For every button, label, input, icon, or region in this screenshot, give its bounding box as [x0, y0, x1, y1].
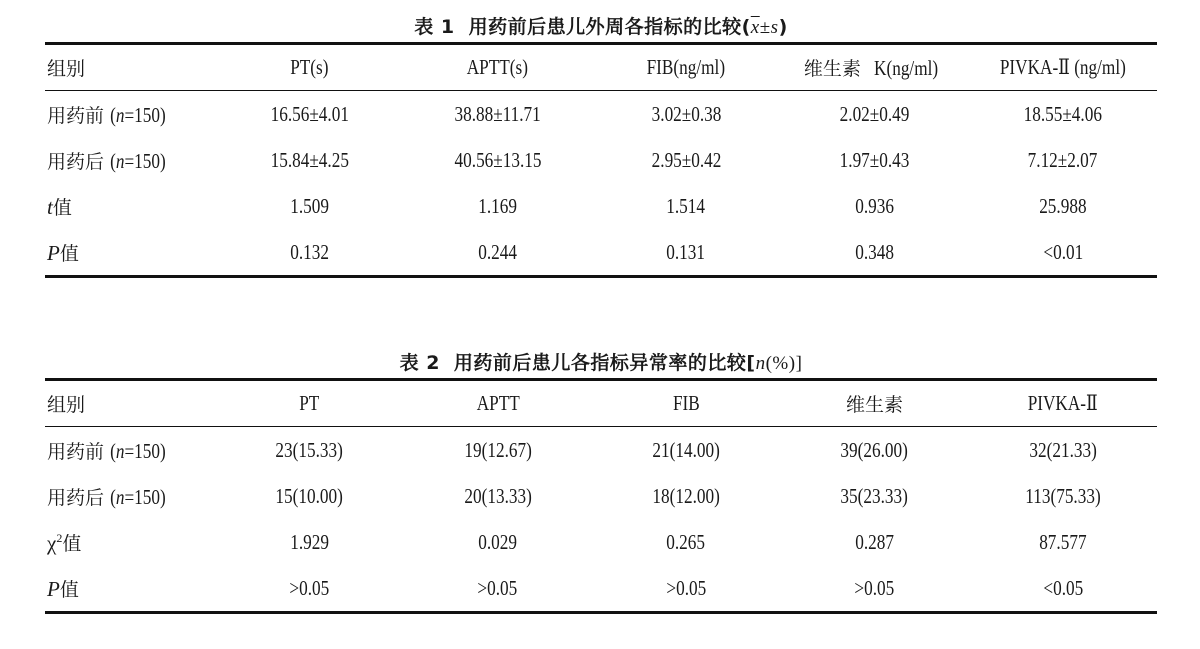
table-2-header-row [45, 380, 1157, 427]
cell-fib: 18(12.00) [652, 483, 720, 508]
cell-pivka: <0.05 [969, 565, 1157, 613]
table-row [45, 519, 1157, 565]
table-row [45, 473, 1157, 519]
row-label: 用药前 (n=150) [47, 438, 166, 463]
cell-aptt: 0.244 [404, 229, 592, 277]
cell-pivka: <0.01 [969, 229, 1157, 277]
table-1-caption [45, 12, 1157, 42]
row-label: 用药后 (n=150) [47, 484, 166, 509]
header-aptt: APTT [404, 380, 592, 427]
header-vitamin: 维生素 [780, 380, 968, 427]
cell-vitamin: 0.287 [855, 529, 894, 554]
table-row [45, 427, 1157, 474]
table-1-header-row [45, 44, 1157, 91]
row-label: P值 [45, 565, 215, 613]
table-1-caption-close: ) [778, 16, 788, 38]
table-2-caption-n: n [755, 353, 766, 374]
cell-vitamin-k: 0.936 [855, 193, 894, 218]
cell-vitamin: 39(26.00) [840, 437, 909, 462]
cell-pivka: 87.577 [1039, 529, 1087, 554]
cell-aptt: 1.169 [478, 193, 518, 218]
header-fib: FIB [592, 380, 780, 427]
cell-pivka: 7.12±2.07 [1027, 147, 1098, 172]
cell-aptt: >0.05 [404, 565, 592, 613]
header-vitamin-k: 维生素 K(ng/ml) [780, 44, 968, 91]
cell-aptt: 19(12.67) [464, 437, 532, 462]
cell-pt: 15(10.00) [275, 483, 344, 508]
row-label: 用药前 (n=150) [47, 102, 166, 127]
row-label: $\chi^2$值 [47, 530, 82, 555]
cell-aptt: 20(13.33) [464, 483, 532, 508]
cell-aptt: 0.029 [478, 529, 518, 554]
cell-fib: >0.05 [592, 565, 780, 613]
table-2 [45, 348, 1157, 614]
cell-vitamin: 35(23.33) [840, 483, 909, 508]
table-row [45, 183, 1157, 229]
cell-vitamin-k: 0.348 [780, 229, 968, 277]
header-pt: PT [215, 380, 403, 427]
cell-pivka: 32(21.33) [1029, 437, 1097, 462]
table-1-grid [45, 42, 1157, 278]
header-fib: FIB(ng/ml) [592, 44, 780, 91]
cell-pivka: 18.55±4.06 [1023, 101, 1102, 126]
header-group: 组别 [45, 380, 215, 427]
table-1-caption-s: s [770, 17, 779, 38]
row-label: P值 [45, 229, 215, 277]
table-row [45, 565, 1157, 613]
cell-pt: 0.132 [215, 229, 403, 277]
table-row [45, 137, 1157, 183]
cell-vitamin-k: 1.97±0.43 [839, 147, 910, 172]
table-2-caption [45, 348, 1157, 378]
table-2-number: 表 2 [399, 352, 440, 374]
cell-pt: 1.929 [290, 529, 329, 554]
cell-vitamin: >0.05 [780, 565, 968, 613]
cell-fib: 3.02±0.38 [651, 101, 721, 126]
header-pivka: PIVKA-Ⅱ (ng/ml) [969, 44, 1157, 91]
table-1-caption-pm: ± [759, 17, 771, 38]
header-group: 组别 [45, 44, 215, 91]
table-row [45, 229, 1157, 277]
cell-pivka: 113(75.33) [1025, 483, 1101, 508]
cell-vitamin-k: 2.02±0.49 [839, 101, 910, 126]
header-aptt: APTT(s) [404, 44, 592, 91]
table-2-grid [45, 378, 1157, 614]
cell-aptt: 38.88±11.71 [454, 101, 541, 126]
cell-pt: >0.05 [215, 565, 403, 613]
table-row [45, 91, 1157, 138]
cell-fib: 2.95±0.42 [651, 147, 721, 172]
header-pivka: PIVKA-Ⅱ [969, 380, 1157, 427]
table-1-caption-xbar: $\overline{x}$ [750, 17, 760, 38]
cell-pt: 15.84±4.25 [270, 147, 349, 172]
cell-pt: 1.509 [290, 193, 329, 218]
table-2-caption-close: (%)] [765, 353, 803, 374]
cell-fib: 0.265 [666, 529, 706, 554]
row-label: t值 [47, 194, 72, 219]
cell-pt: 23(15.33) [275, 437, 344, 462]
table-1-number: 表 1 [414, 16, 455, 38]
cell-fib: 0.131 [592, 229, 780, 277]
table-1-title: 用药前后患儿外周各指标的比较( [468, 16, 751, 38]
cell-pivka: 25.988 [1039, 193, 1087, 218]
cell-aptt: 40.56±13.15 [454, 147, 542, 172]
header-pt: PT(s) [215, 44, 403, 91]
table-1 [45, 12, 1157, 278]
cell-fib: 1.514 [666, 193, 706, 218]
cell-pt: 16.56±4.01 [270, 101, 349, 126]
table-2-title: 用药前后患儿各指标异常率的比较[ [453, 352, 756, 374]
cell-fib: 21(14.00) [652, 437, 720, 462]
row-label: 用药后 (n=150) [47, 148, 166, 173]
